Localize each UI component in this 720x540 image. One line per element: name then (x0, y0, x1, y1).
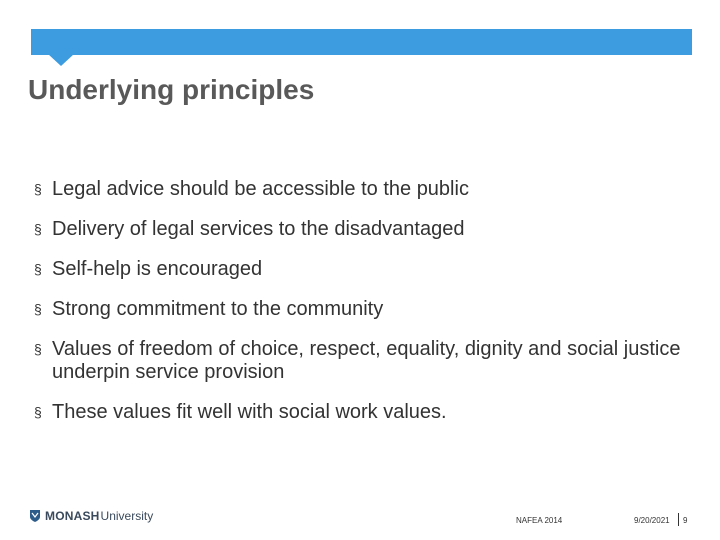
monash-university-logo (29, 509, 153, 523)
footer-organization: NAFEA 2014 (516, 516, 563, 525)
bullet-marker: § (34, 181, 42, 197)
crest-icon (29, 509, 41, 523)
bullet-item (34, 298, 694, 321)
slide-title: Underlying principles (28, 74, 315, 105)
logo-wordmark-university: University (100, 509, 154, 523)
bullet-item (34, 178, 694, 201)
bullet-marker: § (34, 221, 42, 237)
bullet-marker: § (34, 261, 42, 277)
bullet-text: Self-help is encouraged (52, 258, 263, 280)
bullet-text: Delivery of legal services to the disadvantaged (52, 218, 465, 240)
bullet-text: Strong commitment to the community (52, 298, 384, 320)
bullet-text: Values of freedom of choice, respect, equality, dignity and social justice underpin service provision (52, 338, 681, 383)
bullet-marker: § (34, 404, 42, 420)
logo-wordmark-monash: MONASH (45, 509, 100, 523)
bullet-item (34, 338, 694, 384)
footer-date: 9/20/2021 (634, 516, 670, 525)
bullet-text: These values fit well with social work values. (52, 401, 447, 423)
bullet-marker: § (34, 341, 42, 357)
page-number: 9 (683, 516, 688, 525)
bullet-item (34, 218, 694, 241)
footer-divider (678, 513, 679, 526)
bullet-item (34, 401, 694, 424)
bullet-item (34, 258, 694, 281)
bullet-marker: § (34, 301, 42, 317)
bullet-list (34, 178, 694, 441)
header-accent-bar (31, 29, 692, 55)
bullet-text: Legal advice should be accessible to the public (52, 178, 469, 200)
header-bar-notch (48, 54, 74, 66)
